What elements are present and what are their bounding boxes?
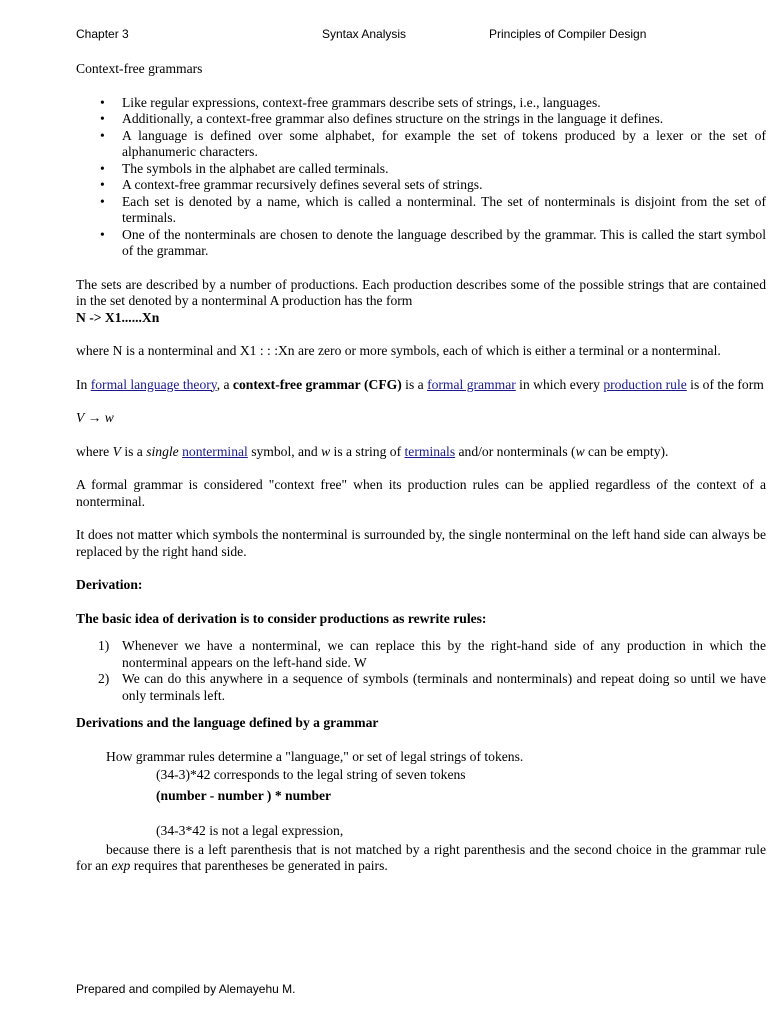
- bullet-text: A language is defined over some alphabet, for example the set of tokens produced by a lexer or the set of alphanumeric characters.: [122, 127, 766, 159]
- bullet-icon: •: [100, 160, 105, 176]
- cfg-definition-paragraph: [76, 377, 766, 394]
- text-run: can be empty).: [584, 443, 669, 459]
- bullet-icon: •: [100, 193, 105, 209]
- rule-form: [76, 410, 766, 427]
- example-illegal: (34-3*42 is not a legal expression,: [156, 823, 344, 838]
- list-item: [76, 194, 766, 227]
- term-cfg: (CFG): [364, 376, 402, 392]
- text-run: V: [112, 443, 121, 459]
- link-production-rule[interactable]: production rule: [603, 376, 687, 392]
- example-legal: (34-3)*42 corresponds to the legal string of seven tokens: [156, 767, 466, 782]
- document-body: [76, 61, 766, 875]
- cfg-bullet-list: [76, 95, 766, 260]
- bullet-text: Each set is denoted by a name, which is called a nonterminal. The set of nonterminals is disjoint from the set of terminals.: [122, 193, 766, 225]
- text-run: single: [146, 443, 179, 459]
- productions-paragraph: The sets are described by a number of productions. Each production describes some of the possible strings that are contained in the set denoted by a nonterminal A production has the form: [76, 276, 766, 308]
- footer: Prepared and compiled by Alemayehu M.: [76, 982, 296, 996]
- text-run: is a: [401, 376, 428, 392]
- section-title: Context-free grammars: [76, 61, 203, 76]
- example-legal-tokens: (number - number ) * number: [156, 787, 332, 803]
- list-item: [76, 128, 766, 161]
- context-free-paragraph: A formal grammar is considered "context free" when its production rules can be applied regardless of the context of a nonterminal.: [76, 477, 766, 509]
- derivation-steps-list: [76, 638, 766, 704]
- rule-rhs: w: [104, 410, 114, 425]
- bullet-text: Like regular expressions, context-free grammars describe sets of strings, i.e., languages.: [122, 94, 601, 110]
- text-run: requires that parentheses be generated in pairs.: [130, 858, 388, 873]
- header-topic: Syntax Analysis: [322, 27, 407, 41]
- rule-lhs: V: [76, 410, 85, 425]
- term-context-free-grammar: context-free grammar: [232, 376, 361, 392]
- link-terminals[interactable]: terminals: [404, 443, 456, 459]
- list-item: [76, 638, 766, 671]
- bullet-text: Additionally, a context-free grammar also defines structure on the strings in the language it defines.: [122, 111, 664, 126]
- text-run: In: [76, 376, 91, 392]
- text-run: w: [321, 443, 331, 459]
- because-paragraph: [76, 842, 766, 875]
- bullet-text: The symbols in the alphabet are called terminals.: [122, 160, 389, 176]
- where-paragraph: where N is a nonterminal and X1 : : :Xn are zero or more symbols, each of which is either a terminal or a nonterminal.: [76, 343, 721, 358]
- text-run: symbol, and: [247, 443, 322, 459]
- bullet-text: A context-free grammar recursively defines several sets of strings.: [122, 177, 483, 192]
- bullet-icon: •: [100, 94, 105, 110]
- arrow-icon: →: [84, 410, 105, 425]
- bullet-text: One of the nonterminals are chosen to denote the language described by the grammar. This is called the start symbol of the grammar.: [122, 226, 766, 258]
- list-item: [76, 227, 766, 260]
- where-v-paragraph: [76, 444, 766, 461]
- text-run: is of the form: [686, 376, 764, 392]
- header-course: Principles of Compiler Design: [489, 27, 647, 41]
- bullet-icon: •: [100, 111, 105, 126]
- text-run: because there is a left parenthesis that is not matched by a right parenthesis and the second choice in the grammar rule for an: [76, 841, 766, 873]
- list-item: [76, 111, 766, 128]
- text-run: where: [76, 443, 113, 459]
- step-number: 1): [98, 638, 110, 653]
- link-formal-language-theory[interactable]: formal language theory: [90, 376, 217, 392]
- link-nonterminal[interactable]: nonterminal: [182, 443, 248, 459]
- production-form: N -> X1......Xn: [76, 309, 160, 325]
- link-formal-grammar[interactable]: formal grammar: [427, 376, 516, 392]
- matter-paragraph: It does not matter which symbols the nonterminal is surrounded by, the single nonterminal on the left hand side can always be replaced by the right hand side.: [76, 527, 766, 559]
- text-run: is a string of: [330, 443, 405, 459]
- bullet-icon: •: [100, 127, 105, 143]
- list-item: [76, 177, 766, 194]
- derivation-heading: Derivation:: [76, 577, 143, 592]
- step-text: Whenever we have a nonterminal, we can replace this by the right-hand side of any production in which the nonterminal appears on the left-hand side. W: [122, 638, 766, 670]
- text-run: , a: [216, 376, 233, 392]
- text-run: and/or nonterminals (: [455, 443, 576, 459]
- text-run: in which every: [515, 376, 604, 392]
- bullet-icon: •: [100, 226, 105, 242]
- step-text: We can do this anywhere in a sequence of symbols (terminals and nonterminals) and repeat doing so until we have only terminals left.: [122, 671, 766, 703]
- text-run: is a: [120, 443, 147, 459]
- list-item: [76, 161, 766, 178]
- list-item: [76, 95, 766, 112]
- language-heading: Derivations and the language defined by a grammar: [76, 715, 379, 730]
- bullet-icon: •: [100, 177, 105, 192]
- derivation-idea: The basic idea of derivation is to consider productions as rewrite rules:: [76, 610, 487, 626]
- text-run: w: [575, 443, 585, 459]
- list-item: [76, 671, 766, 704]
- text-run: exp: [111, 858, 131, 873]
- header-chapter: Chapter 3: [76, 27, 129, 41]
- how-line: How grammar rules determine a "language," or set of legal strings of tokens.: [106, 748, 524, 764]
- step-number: 2): [98, 671, 110, 686]
